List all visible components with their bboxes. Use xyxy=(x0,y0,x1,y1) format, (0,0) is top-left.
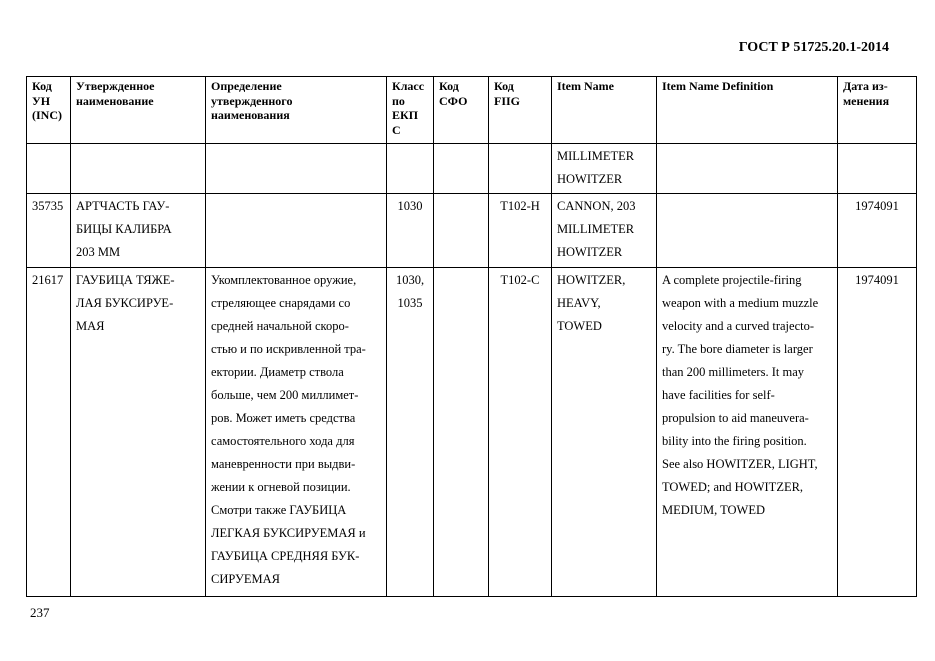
cell-class: 1030 xyxy=(387,194,434,268)
col-header-name-definition: Определение утвержденного наименования xyxy=(206,77,387,144)
cell-item-definition xyxy=(657,194,838,268)
table-row xyxy=(27,194,917,268)
cell-sfo xyxy=(434,268,489,597)
cell-item-definition xyxy=(657,144,838,194)
cell-fiig: T102-C xyxy=(489,268,552,597)
cell-inc xyxy=(27,144,71,194)
col-header-item-name: Item Name xyxy=(552,77,657,144)
col-header-sfo: Код СФО xyxy=(434,77,489,144)
cell-date: 1974091 xyxy=(838,268,917,597)
cell-definition-ru xyxy=(206,144,387,194)
cell-item-name: HOWITZER, HEAVY, TOWED xyxy=(552,268,657,597)
cell-fiig: T102-H xyxy=(489,194,552,268)
cell-item-name: MILLIMETER HOWITZER xyxy=(552,144,657,194)
table-row xyxy=(27,144,917,194)
col-header-inc: Код УН (INC) xyxy=(27,77,71,144)
col-header-class: Класс по ЕКП С xyxy=(387,77,434,144)
document-standard-number: ГОСТ Р 51725.20.1-2014 xyxy=(738,40,889,55)
cell-name-ru xyxy=(71,144,206,194)
cell-item-name: CANNON, 203 MILLIMETER HOWITZER xyxy=(552,194,657,268)
col-header-approved-name: Утвержденное наименование xyxy=(71,77,206,144)
cell-inc: 35735 xyxy=(27,194,71,268)
col-header-change-date: Дата из- менения xyxy=(838,77,917,144)
cell-class xyxy=(387,144,434,194)
table-row xyxy=(27,268,917,597)
table-header-row xyxy=(27,77,917,144)
col-header-fiig: Код FIIG xyxy=(489,77,552,144)
cell-date xyxy=(838,144,917,194)
cell-item-definition: A complete projectile-firing weapon with a medium muzzle velocity and a curved trajecto- ry. The bore diameter is larger than 200 millimeters. It may have facilities for self- propulsion to aid maneuvera- bility into the firing position. See also HOWITZER, LIGHT, TOWED; and HOWITZER, MEDIUM, TOWED xyxy=(657,268,838,597)
cell-name-ru: ГАУБИЦА ТЯЖЕ- ЛАЯ БУКСИРУЕ- МАЯ xyxy=(71,268,206,597)
cell-fiig xyxy=(489,144,552,194)
cell-date: 1974091 xyxy=(838,194,917,268)
catalog-table xyxy=(26,76,917,597)
cell-sfo xyxy=(434,144,489,194)
cell-name-ru: АРТЧАСТЬ ГАУ- БИЦЫ КАЛИБРА 203 ММ xyxy=(71,194,206,268)
cell-definition-ru: Укомплектованное оружие, стреляющее снарядами со средней начальной скоро- стью и по искривленной тра- ектории. Диаметр ствола больше, чем 200 миллимет- ров. Может иметь средства самостоятельного хода для маневренности при выдви- жении к огневой позиции. Смотри также ГАУБИЦА ЛЕГКАЯ БУКСИРУЕМАЯ и ГАУБИЦА СРЕДНЯЯ БУК- СИРУЕМАЯ xyxy=(206,268,387,597)
col-header-item-name-definition: Item Name Definition xyxy=(657,77,838,144)
cell-sfo xyxy=(434,194,489,268)
cell-class: 1030, 1035 xyxy=(387,268,434,597)
cell-definition-ru xyxy=(206,194,387,268)
cell-inc: 21617 xyxy=(27,268,71,597)
page-number: 237 xyxy=(30,605,50,620)
